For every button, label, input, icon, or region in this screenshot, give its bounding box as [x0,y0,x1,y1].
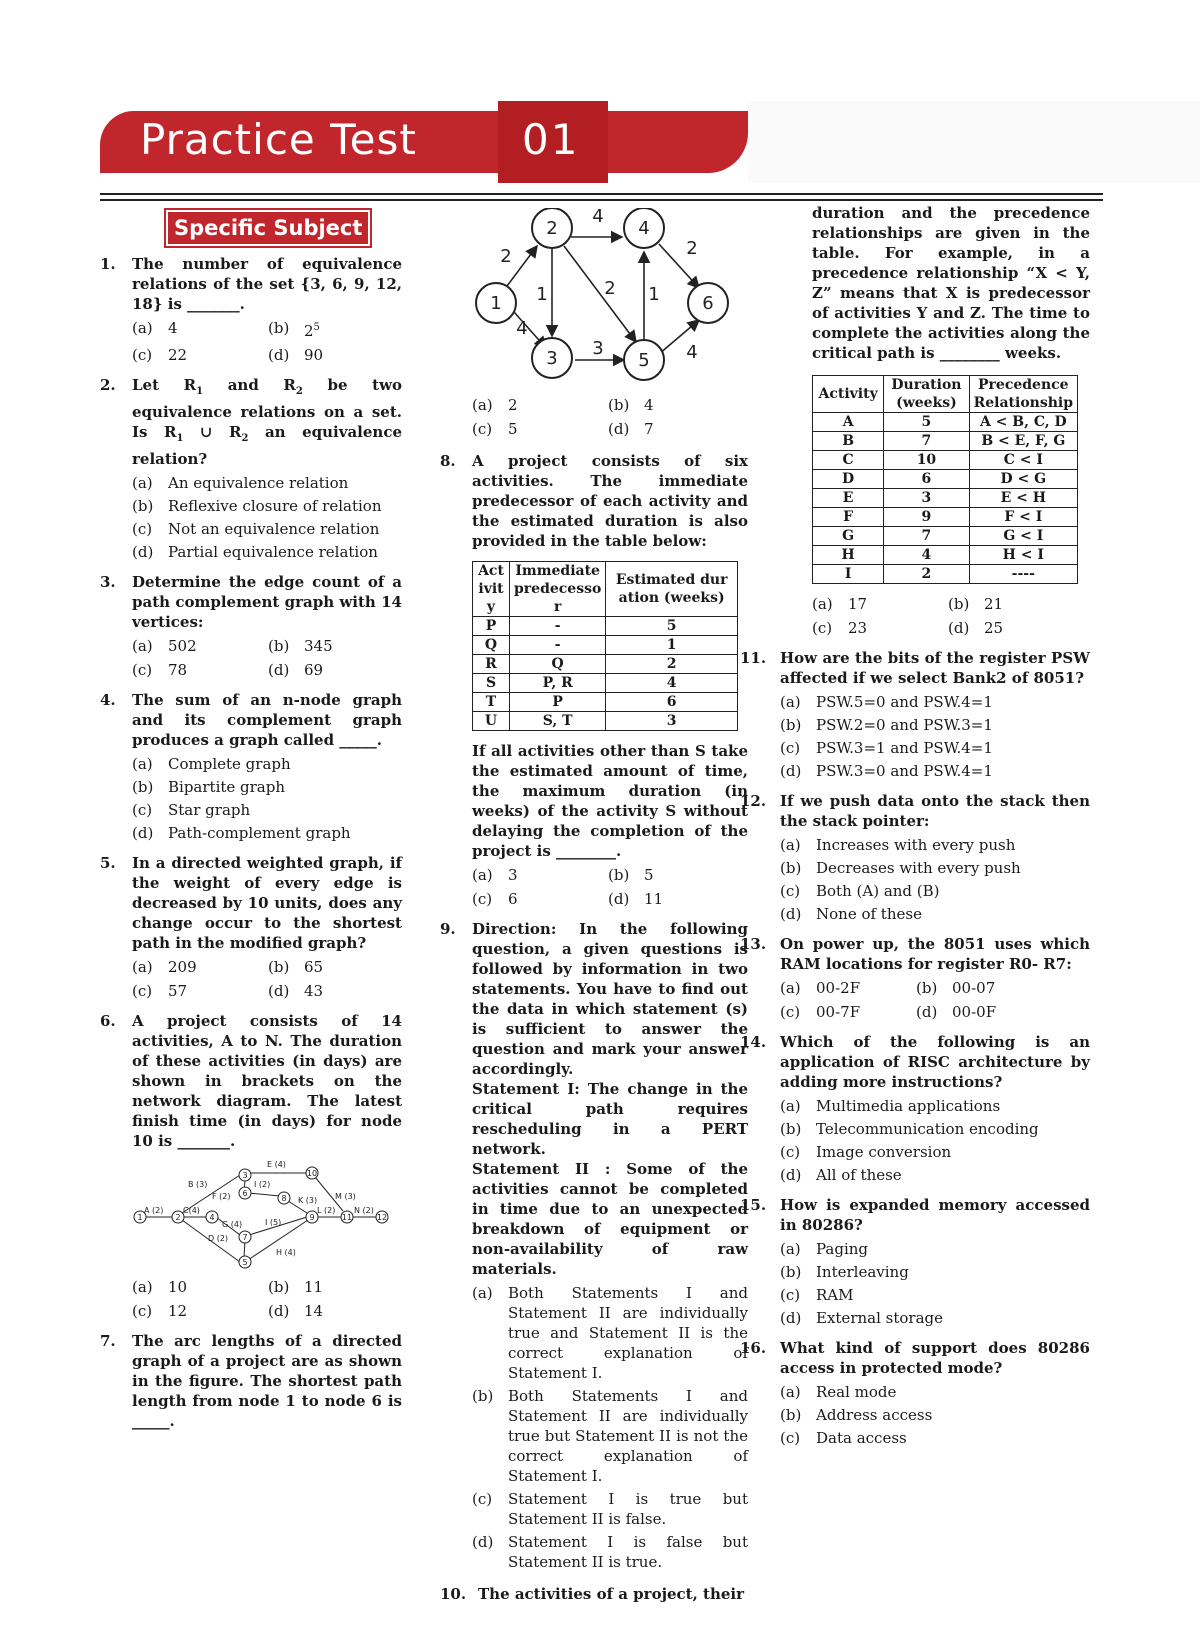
net-label: G (4) [222,1220,243,1229]
option-c[interactable]: (c) PSW.3=1 and PSW.4=1 [780,739,993,757]
net-label: N (2) [354,1206,374,1215]
option-d[interactable]: (d) All of these [780,1166,902,1184]
option-a[interactable]: (a) PSW.5=0 and PSW.4=1 [780,693,993,711]
arc-weight: 4 [592,208,604,227]
question-number: 15. [740,1196,767,1214]
question-text: The number of equivalence relations of the set {3, 6, 9, 12, 18} is _______. [132,255,402,313]
option-c[interactable]: (c) 22 [132,346,188,364]
net-label: H (4) [276,1248,296,1257]
question-10 [440,1584,748,1604]
question-9 [440,919,748,1572]
table-row: E 3 E < H [813,489,1078,508]
option-a[interactable]: (a) An equivalence relation [132,474,349,492]
option-c[interactable]: (c) 00-7F [780,1003,861,1021]
option-a[interactable]: (a) Complete graph [132,755,291,773]
option-d[interactable]: (d) 11 [608,890,664,908]
arc-weight: 3 [592,338,604,359]
option-d[interactable]: (d) Path-complement graph [132,824,351,842]
net-label: B (3) [188,1180,208,1189]
option-c[interactable]: (c) 78 [132,661,188,679]
options [132,636,402,680]
options [780,978,1090,1022]
question-number: 7. [100,1332,116,1350]
net-node: 9 [309,1213,315,1222]
net-label: F (2) [212,1192,231,1201]
option-c[interactable]: (c) 5 [472,420,518,438]
question-number: 10. [440,1585,467,1603]
net-label: I (5) [265,1218,282,1227]
option-a[interactable]: (a) 10 [132,1278,188,1296]
arc-graph [472,208,742,388]
option-b[interactable]: (b) 345 [268,637,333,655]
column-left [100,212,402,1441]
options [780,835,1090,924]
net-node: 1 [137,1213,143,1222]
question-number: 12. [740,792,767,810]
question-text: What kind of support does 80286 access in protected mode? [780,1339,1090,1377]
option-a[interactable]: (a) Paging [780,1240,869,1258]
net-node: 11 [341,1213,353,1222]
option-b[interactable]: (b) 4 [608,396,654,414]
net-node: 3 [242,1171,248,1180]
option-d[interactable]: (d) None of these [780,905,922,923]
option-c[interactable]: (c) 6 [472,890,518,908]
precedence-table [812,375,1078,584]
question-4 [100,690,402,843]
net-node: 10 [306,1169,318,1178]
option-d[interactable]: (d) Statement I is false but Statement II is true. [472,1533,748,1571]
option-b[interactable]: (b) Telecommunication encoding [780,1120,1039,1138]
option-b[interactable]: (b) Reflexive closure of relation [132,497,382,515]
question-text: How are the bits of the register PSW affected if we select Bank2 of 8051? [780,649,1090,687]
divider-bottom [100,199,1103,201]
statement-2: Statement II : Some of the activities cannot be completed in time due to an unexpected breakdown of equipment or non-availability of raw materials. [472,1160,748,1278]
option-d[interactable]: (d) 7 [608,420,654,438]
net-node: 2 [175,1213,181,1222]
option-b[interactable]: (b) 11 [268,1278,324,1296]
table-header: Estimated dur ation (weeks) [606,562,738,617]
options [132,318,402,365]
option-d[interactable]: (d) 69 [268,661,324,679]
arc-weight: 2 [686,238,698,259]
header-banner [100,101,1100,177]
option-d[interactable]: (d) 00-0F [916,1003,997,1021]
table-row: R Q 2 [473,655,738,674]
option-b[interactable]: (b) 65 [268,958,324,976]
table-row: H 4 H < I [813,546,1078,565]
option-d[interactable]: (d) 43 [268,982,324,1000]
option-c[interactable]: (c) Both (A) and (B) [780,882,940,900]
net-label: M (3) [335,1192,356,1201]
options [132,957,402,1001]
question-text: A project consists of six activities. The immediate predecessor of each activity and the estimated duration is also provided in the table below: [472,452,748,550]
option-d[interactable]: (d) Partial equivalence relation [132,543,378,561]
question-text: Determine the edge count of a path complement graph with 14 vertices: [132,573,402,631]
question-text: A project consists of 14 activities, A to N. The duration of these activities (in days) are shown in brackets on the network diagram. The latest finish time (in days) for node 10 is _______. [132,1012,402,1150]
question-7 [100,1331,402,1431]
option-d[interactable]: (d) 90 [268,346,324,364]
options [132,754,402,843]
question-number: 2. [100,376,116,394]
options [780,1096,1090,1185]
arc-weight: 1 [648,284,660,305]
options [812,594,1090,638]
options [132,1277,402,1321]
option-b[interactable]: (b) Interleaving [780,1263,909,1281]
activity-table [472,561,738,731]
question-8 [440,451,748,909]
question-number: 1. [100,255,116,273]
net-node: 7 [242,1233,248,1242]
net-label: L (2) [317,1206,336,1215]
net-label: A (2) [144,1206,164,1215]
option-a[interactable]: (a) Both Statements I and Statement II are individually true and Statement II is the correct explanation of Statement I. [472,1284,748,1382]
question-text-continued: duration and the precedence relationships are given in the table. For example, in a precedence relationship “X < Y, Z” means that X is predecessor of activities Y and Z. The time to complete the activities along the critical path is ________ weeks. [812,204,1090,362]
option-b[interactable]: (b) 21 [948,595,1004,613]
question-12 [740,791,1090,924]
statement-1: Statement I: The change in the critical path requires rescheduling in a PERT network. [472,1080,748,1158]
question-number: 5. [100,854,116,872]
section-label: Specific Subject [168,212,368,244]
table-row: C 10 C < I [813,451,1078,470]
arc-weight: 2 [500,246,512,267]
table-row: B 7 B < E, F, G [813,432,1078,451]
question-6 [100,1011,402,1321]
table-row: D 6 D < G [813,470,1078,489]
divider-top [100,193,1103,195]
arc-weight: 1 [536,284,548,305]
question-16 [740,1338,1090,1448]
option-c[interactable]: (c) 12 [132,1302,188,1320]
options [472,1283,748,1572]
net-label: I (2) [254,1180,271,1189]
net-node: 8 [281,1194,287,1203]
column-middle [440,208,748,1614]
table-row: I 2 ---- [813,565,1078,584]
option-c[interactable]: (c) Statement I is true but Statement II is false. [472,1490,748,1528]
table-row: Q - 1 [473,636,738,655]
option-c[interactable]: (c) Star graph [132,801,251,819]
table-header: Precedence Relationship [969,376,1077,413]
table-row: P - 5 [473,617,738,636]
option-a[interactable]: (a) Increases with every push [780,836,1016,854]
option-c[interactable]: (c) 23 [812,619,868,637]
question-number: 3. [100,573,116,591]
question-number: 11. [740,649,767,667]
net-node: 5 [242,1258,248,1267]
question-text: In a directed weighted graph, if the weight of every edge is decreased by 10 units, does any change occur to the shortest path in the modified graph? [132,854,402,952]
option-d[interactable]: (d) External storage [780,1309,944,1327]
question-13 [740,934,1090,1022]
option-b[interactable]: (b) Decreases with every push [780,859,1021,877]
option-d[interactable]: (d) PSW.3=0 and PSW.4=1 [780,762,993,780]
net-label: E (4) [267,1160,286,1169]
graph-node: 3 [546,348,558,369]
question-number: 8. [440,452,456,470]
arc-weight: 4 [686,342,698,363]
table-header: Activity [813,376,884,413]
table-header: Duration (weeks) [884,376,969,413]
net-label: C(4) [183,1206,200,1215]
question-5 [100,853,402,1001]
arc-weight: 2 [604,278,616,299]
option-c[interactable]: (c) Not an equivalence relation [132,520,380,538]
question-text: The activities of a project, their [478,1585,745,1603]
banner-shade [748,101,1200,183]
graph-node: 5 [638,350,650,371]
network-diagram [130,1155,400,1273]
option-b[interactable]: (b) 5 [608,866,654,884]
test-number: 01 [522,115,580,164]
net-node: 4 [209,1213,215,1222]
direction-text: Direction: In the following question, a given questions is followed by information in two statements. You have to find out the data in which statement (s) is sufficient to answer the question and mark your answer accordingly. [472,920,748,1078]
net-node: 12 [376,1213,388,1222]
question-text: On power up, the 8051 uses which RAM locations for register R0- R7: [780,935,1090,973]
question-number: 14. [740,1033,767,1051]
question-15 [740,1195,1090,1328]
graph-node: 1 [490,293,502,314]
question-number: 6. [100,1012,116,1030]
option-a[interactable]: (a) 502 [132,637,197,655]
option-a[interactable]: (a) 209 [132,958,197,976]
question-3 [100,572,402,680]
table-row: S P, R 4 [473,674,738,693]
column-right [740,203,1090,1458]
options [780,692,1090,781]
question-text: How is expanded memory accessed in 80286? [780,1196,1090,1234]
option-c[interactable]: (c) Image conversion [780,1143,952,1161]
option-b[interactable]: (b) Bipartite graph [132,778,286,796]
option-c[interactable]: (c) RAM [780,1286,854,1304]
net-label: K (3) [298,1196,318,1205]
question-text: If we push data onto the stack then the stack pointer: [780,792,1090,830]
option-b[interactable]: (b) PSW.2=0 and PSW.3=1 [780,716,993,734]
option-a[interactable]: (a) 00-2F [780,979,861,997]
options [132,473,402,562]
graph-node: 4 [638,218,650,239]
net-label: D (2) [208,1234,229,1243]
option-a[interactable]: (a) 4 [132,319,178,337]
question-11 [740,648,1090,781]
graph-node: 2 [546,218,558,239]
table-row: A 5 A < B, C, D [813,413,1078,432]
question-text: The arc lengths of a directed graph of a project are as shown in the figure. The shortest path length from node 1 to node 6 is _____. [132,1332,402,1430]
options [780,1382,1090,1448]
option-a[interactable]: (a) Real mode [780,1383,897,1401]
option-a[interactable]: (a) 17 [812,595,868,613]
table-row: U S, T 3 [473,712,738,731]
option-a[interactable]: (a) Multimedia applications [780,1097,1001,1115]
option-b[interactable]: (b) 00-07 [916,979,996,997]
question-number: 4. [100,691,116,709]
table-row: T P 6 [473,693,738,712]
option-b[interactable]: (b) Both Statements I and Statement II are individually true but Statement II is not the correct explanation of Statement I. [472,1387,748,1485]
question-14 [740,1032,1090,1185]
table-row: G 7 G < I [813,527,1078,546]
option-a[interactable]: (a) 2 [472,396,518,414]
option-b[interactable]: (b) Address access [780,1406,933,1424]
option-a[interactable]: (a) 3 [472,866,518,884]
question-number: 16. [740,1339,767,1357]
question-number: 9. [440,920,456,938]
net-node: 6 [242,1189,248,1198]
question-10-continued [780,203,1090,638]
question-number: 13. [740,935,767,953]
option-b[interactable]: (b) $2^5$ [268,319,320,340]
q7-options [472,395,748,439]
question-2 [100,375,402,562]
option-d[interactable]: (d) 14 [268,1302,324,1320]
table-header: Act ivit y [473,562,510,617]
graph-node: 6 [702,293,714,314]
page-title: Practice Test [140,115,417,164]
option-d[interactable]: (d) 25 [948,619,1004,637]
question-text-continued: If all activities other than S take the estimated amount of time, the maximum duration (in weeks) of the activity S without delaying the completion of the project is ________. [472,742,748,860]
arc-weight: 4 [516,318,528,339]
table-header: Immediate predecesso r [510,562,606,617]
table-row: F 9 F < I [813,508,1078,527]
options [780,1239,1090,1328]
options [472,865,748,909]
question-1 [100,254,402,365]
option-c[interactable]: (c) 57 [132,982,188,1000]
question-text: Which of the following is an application of RISC architecture by adding more instructions? [780,1033,1090,1091]
banner-right-tab [605,111,748,173]
option-c[interactable]: (c) Data access [780,1429,907,1447]
question-text: The sum of an n-node graph and its complement graph produces a graph called _____. [132,691,402,749]
question-text: Let $R_1$ and $R_2$ be two equivalence relations on a set. Is $R_1$ ∪ $R_2$ an equivalence relation? [132,376,402,468]
